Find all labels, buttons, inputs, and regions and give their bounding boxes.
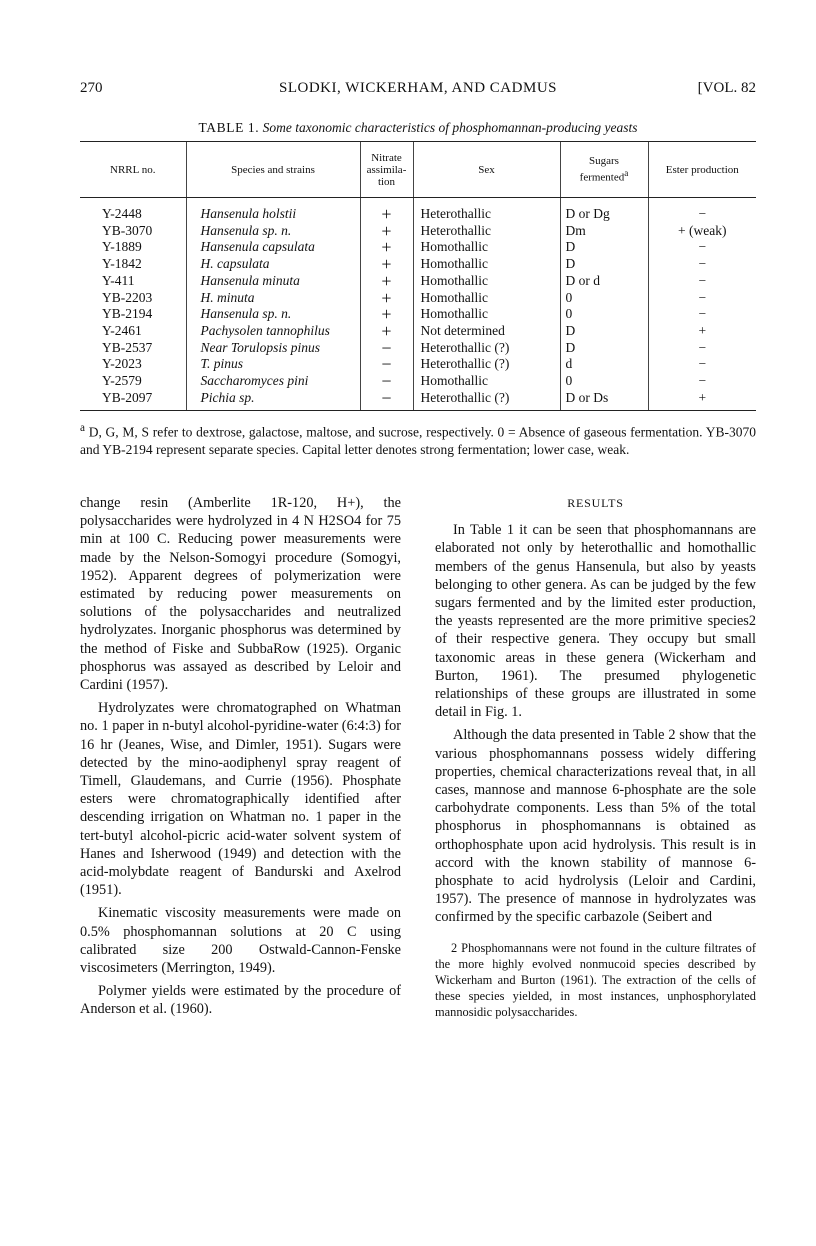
taxonomy-table: [80, 141, 756, 411]
species-cell: Hansenula sp. n.: [186, 223, 360, 240]
sugars-cell: D: [560, 239, 648, 256]
sex-cell: Homothallic: [413, 290, 560, 307]
ester-cell: −: [648, 273, 756, 290]
nitrate-cell: −: [360, 373, 413, 390]
table-footnote: [80, 420, 756, 458]
sex-cell: Heterothallic: [413, 206, 560, 223]
ester-cell: −: [648, 306, 756, 323]
table-row: [80, 256, 756, 273]
nrrl-cell: Y-1889: [102, 239, 142, 255]
sugars-cell: D or Ds: [560, 390, 648, 411]
col-header-sugars: [560, 142, 648, 198]
nitrate-cell: +: [360, 323, 413, 340]
species-cell: Hansenula capsulata: [186, 239, 360, 256]
sex-cell: Heterothallic: [413, 223, 560, 240]
volume-label: [VOL. 82: [697, 80, 756, 96]
paragraph: Polymer yields were estimated by the procedure of Anderson et al. (1960).: [80, 983, 401, 1018]
nrrl-cell: YB-2194: [102, 306, 153, 322]
sex-cell: Homothallic: [413, 256, 560, 273]
ester-cell: −: [648, 239, 756, 256]
ester-cell: −: [648, 206, 756, 223]
sex-cell: Homothallic: [413, 273, 560, 290]
paragraph: Kinematic viscosity measurements were made on 0.5% phosphomannan solutions at 20 C using calibrated size 200 Ostwald-Cannon-Fenske viscosimeters (Merrington, 1949).: [80, 905, 401, 977]
species-cell: Hansenula holstii: [186, 206, 360, 223]
nitrate-cell: −: [360, 390, 413, 411]
paragraph: change resin (Amberlite 1R-120, H+), the polysaccharides were hydrolyzed in 4 N H2SO4 for 75 min at 100 C. Reducing power measurements were made by the Nelson-Somogyi procedure (Somogyi, 1952). Apparent degrees of polymerization were estimated by reducing power measurements on solutions of the polysaccharides and neutralized hydrolyzates. Inorganic phosphorus was determined by the method of Fiske and SubbaRow (1925). Organic phosphorus was assayed as described by Leloir and Cardini (1957).: [80, 495, 401, 694]
species-cell: Pichia sp.: [186, 390, 360, 411]
ester-cell: −: [648, 340, 756, 357]
sex-cell: Heterothallic (?): [413, 340, 560, 357]
nitrate-cell: −: [360, 356, 413, 373]
table-row: [80, 373, 756, 390]
col-header-species: Species and strains: [186, 142, 360, 198]
col-header-nitrate: Nitrate assimila-tion: [360, 142, 413, 198]
col-header-nrrl: NRRL no.: [80, 142, 186, 198]
ester-cell: −: [648, 356, 756, 373]
table-header-row: [80, 142, 756, 198]
sex-cell: Heterothallic (?): [413, 356, 560, 373]
table-row: [80, 390, 756, 411]
table-row: [80, 306, 756, 323]
ester-cell: +: [648, 323, 756, 340]
paragraph: Hydrolyzates were chromatographed on Whatman no. 1 paper in n-butyl alcohol-pyridine-water (6:4:3) for 16 hr (Jeanes, Wise, and Dimler, 1951). Sugars were detected by the mino-aodiphenyl spray reagent of Timell, Glaudemans, and Currie (1956). Phosphate esters were chromatographically identified after descending irrigation on Whatman no. 1 paper in the tert-butyl alcohol-picric acid-water solvent system of Hanes and Isherwood (1949) and detection with the acid-molybdate reagent of Bandurski and Axelrod (1951).: [80, 700, 401, 899]
col-header-sex: Sex: [413, 142, 560, 198]
table-caption-label: TABLE 1.: [198, 120, 260, 135]
table-row: [80, 206, 756, 223]
nrrl-cell: Y-411: [102, 272, 135, 288]
sugars-cell: 0: [560, 290, 648, 307]
species-cell: Hansenula sp. n.: [186, 306, 360, 323]
col-header-sugars-label: Sugars fermented: [579, 155, 625, 184]
nitrate-cell: +: [360, 206, 413, 223]
page-number: 270: [80, 80, 103, 96]
species-cell: Pachysolen tannophilus: [186, 323, 360, 340]
footnote-2: [435, 940, 756, 1020]
footnote-mark: a: [624, 168, 629, 179]
ester-cell: −: [648, 256, 756, 273]
sex-cell: Homothallic: [413, 239, 560, 256]
nitrate-cell: +: [360, 256, 413, 273]
sugars-cell: Dm: [560, 223, 648, 240]
sugars-cell: D: [560, 256, 648, 273]
section-heading: RESULTS: [567, 496, 624, 510]
ester-cell: + (weak): [648, 223, 756, 240]
species-cell: Hansenula minuta: [186, 273, 360, 290]
footnote-2-text: 2 Phosphomannans were not found in the culture filtrates of the more highly evolved nonmucoid species described by Wickerham and Burton (1961). The extraction of the cells of these species yielded, in most instances, unphosphorylated mannosidic polysaccharides.: [435, 940, 756, 1019]
paragraph: In Table 1 it can be seen that phosphomannans are elaborated not only by heterothallic and homothallic members of the genus Hansenula, but also by yeasts belonging to other genera. As can be judged by the few sugars fermented and by the limited ester production, the yeasts represented are the more primitive species2 of their respective genera. They occupy but small taxonomic areas in these genera (Wickerham and Burton, 1961). The presumed phylogenetic relationships of these groups are illustrated in some detail in Fig. 1.: [435, 522, 756, 721]
species-cell: T. pinus: [186, 356, 360, 373]
species-cell: Saccharomyces pini: [186, 373, 360, 390]
paragraph: Although the data presented in Table 2 show that the various phosphomannans possess widely differing properties, chemical characterizations reveal that, in all cases, mannose and mannose 6-phosphate are the sole carbohydrate components. Less than 5% of the total phosphorus in phosphomannans is obtained as orthophosphate upon acid hydrolysis. This result is in accord with the known stability of mannose 6-phosphate to acid hydrolysis (Leloir and Cardini, 1957). The presence of mannose in hydrolyzates was confirmed by the specific carbazole (Seibert and: [435, 727, 756, 926]
nrrl-cell: Y-2461: [102, 322, 142, 338]
sugars-cell: 0: [560, 373, 648, 390]
running-header: [80, 80, 756, 102]
nrrl-cell: Y-2023: [102, 356, 142, 372]
nitrate-cell: +: [360, 239, 413, 256]
nitrate-cell: −: [360, 340, 413, 357]
nitrate-cell: +: [360, 273, 413, 290]
nitrate-cell: +: [360, 306, 413, 323]
sex-cell: Not determined: [413, 323, 560, 340]
nrrl-cell: YB-2537: [102, 339, 153, 355]
nitrate-cell: +: [360, 223, 413, 240]
col-header-ester: Ester production: [648, 142, 756, 198]
nrrl-cell: YB-2203: [102, 289, 153, 305]
species-cell: Near Torulopsis pinus: [186, 340, 360, 357]
running-authors: SLODKI, WICKERHAM, AND CADMUS: [279, 80, 557, 96]
species-cell: H. capsulata: [186, 256, 360, 273]
ester-cell: −: [648, 290, 756, 307]
table-row: [80, 340, 756, 357]
table-row: [80, 223, 756, 240]
nrrl-cell: Y-1842: [102, 256, 142, 272]
ester-cell: −: [648, 373, 756, 390]
sex-cell: Homothallic: [413, 306, 560, 323]
nitrate-cell: +: [360, 290, 413, 307]
table-caption-title: Some taxonomic characteristics of phosphomannan-producing yeasts: [262, 120, 638, 135]
table-row: [80, 273, 756, 290]
nrrl-cell: YB-3070: [102, 222, 153, 238]
table-row: [80, 239, 756, 256]
table-row: [80, 323, 756, 340]
sugars-cell: d: [560, 356, 648, 373]
sex-cell: Homothallic: [413, 373, 560, 390]
sugars-cell: D: [560, 323, 648, 340]
table-caption: [80, 120, 756, 136]
table-footnote-mark: a: [80, 422, 85, 434]
sugars-cell: D: [560, 340, 648, 357]
table-row: [80, 290, 756, 307]
sugars-cell: D or d: [560, 273, 648, 290]
table-spacer-row: [80, 198, 756, 207]
left-column: [80, 494, 401, 1024]
species-cell: H. minuta: [186, 290, 360, 307]
nrrl-cell: YB-2097: [80, 390, 186, 411]
table-footnote-text: D, G, M, S refer to dextrose, galactose, maltose, and sucrose, respectively. 0 = Absence of gaseous fermentation. YB-3070 and YB-2194 represent separate species. Capital letter denotes strong fermentation; lower case, weak.: [80, 424, 756, 457]
right-column: [435, 494, 756, 1020]
table-row: [80, 356, 756, 373]
sex-cell: Heterothallic (?): [413, 390, 560, 411]
sugars-cell: D or Dg: [560, 206, 648, 223]
ester-cell: +: [648, 390, 756, 411]
sugars-cell: 0: [560, 306, 648, 323]
nrrl-cell: Y-2448: [102, 206, 142, 221]
nrrl-cell: Y-2579: [102, 373, 142, 389]
